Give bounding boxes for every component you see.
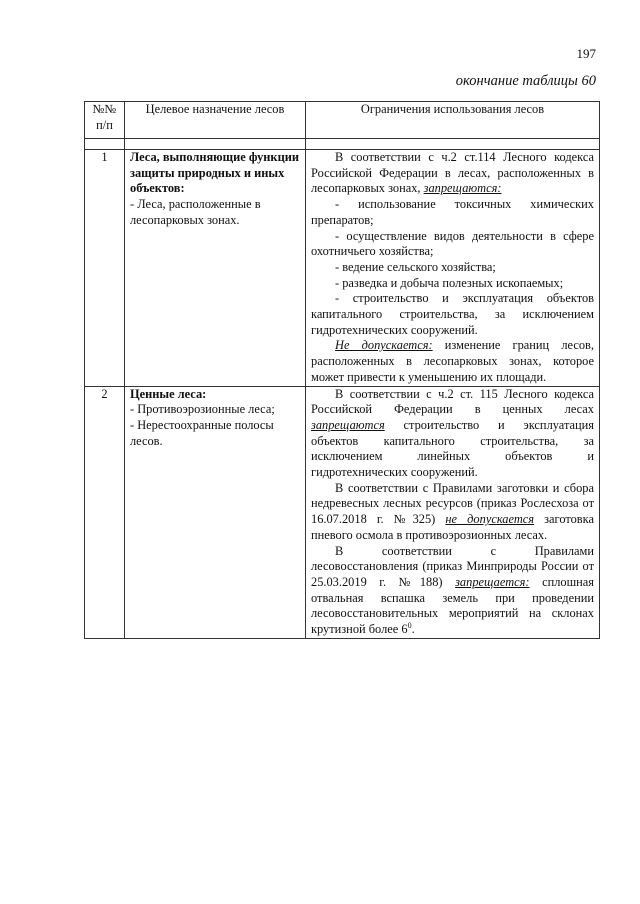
paragraph-text: В соответствии с Правилами заготовки и сбора недревесных лесных ресурсов (приказ Рослесхоза от 16.07.2018 г. №325): [311, 480, 594, 527]
restrictions-table: [84, 101, 600, 639]
paragraph-emphasis: запрещаются: [311, 417, 385, 432]
row-restrictions: [306, 150, 600, 387]
intro-emphasis: запрещаются:: [423, 181, 502, 196]
header-restrictions: Ограничения использования лесов: [306, 102, 600, 139]
closing-text: изменение границ лесов, расположенных в лесопарковых зонах, которое может привести к уменьшению их площади.: [311, 338, 594, 384]
restriction-paragraph: [311, 481, 594, 544]
paragraph-text: строительство и эксплуатация объектов капитального строительства, за исключением линейных объектов и гидротехнических сооружений.: [311, 417, 594, 480]
table-continuation-label: окончание таблицы 60: [455, 73, 596, 89]
header-number: №№ п/п: [85, 102, 125, 139]
restriction-intro: [311, 150, 594, 197]
table-row: [85, 386, 600, 638]
paragraph-text: заготовка пневого осмола в противоэрозионных лесах.: [311, 512, 594, 542]
closing-emphasis: Не допускается:: [335, 338, 433, 353]
degree-superscript: 0: [407, 620, 412, 630]
row-number: 2: [85, 386, 125, 638]
paragraph-text: В соответствии с Правилами лесовосстановления (приказ Минприроды России от 25.03.2019 г. №188): [311, 543, 594, 589]
row-number: 1: [85, 150, 125, 387]
restriction-item: - ведение сельского хозяйства;: [335, 259, 496, 274]
table-spacer-row: [85, 139, 600, 150]
header-purpose: Целевое назначение лесов: [125, 102, 306, 139]
purpose-title: Ценные леса:: [130, 386, 207, 401]
restriction-item: - строительство и эксплуатация объектов капитального строительства, за исключением гидротехнических сооружений.: [311, 291, 594, 337]
restriction-paragraph: [311, 387, 594, 481]
row-purpose: [125, 150, 306, 387]
purpose-item: - Противоэрозионные леса;: [130, 402, 275, 417]
purpose-item: - Леса, расположенные в лесопарковых зонах.: [130, 197, 261, 227]
row-restrictions: [306, 386, 600, 638]
paragraph-emphasis: не допускается: [445, 512, 535, 527]
intro-text: В соответствии с ч.2 ст.114 Лесного кодекса Российской Федерации в лесах, расположенных в лесопарковых зонах,: [311, 150, 594, 196]
paragraph-text: сплошная отвальная вспашка земель при проведении лесовосстановительных мероприятий на склонах крутизной более 6: [311, 574, 594, 637]
table-header-row: [85, 102, 600, 139]
restriction-item: - осуществление видов деятельности в сфере охотничьего хозяйства;: [311, 228, 594, 259]
purpose-item: - Нерестоохранные полосы лесов.: [130, 417, 274, 448]
restriction-paragraph: [311, 544, 594, 638]
page-number: 197: [576, 46, 596, 61]
paragraph-text: В соответствии с ч.2 ст. 115 Лесного кодекса Российской Федерации в ценных лесах: [311, 386, 594, 417]
paragraph-emphasis: запрещается:: [455, 574, 530, 589]
restriction-item: - разведка и добыча полезных ископаемых;: [335, 275, 564, 290]
restriction-closing: [311, 338, 594, 385]
paragraph-end: .: [411, 622, 415, 637]
table-row: [85, 150, 600, 387]
purpose-title: Леса, выполняющие функции защиты природных и иных объектов:: [130, 150, 299, 196]
row-purpose: [125, 386, 306, 638]
restriction-item: - использование токсичных химических препаратов;: [311, 197, 594, 227]
